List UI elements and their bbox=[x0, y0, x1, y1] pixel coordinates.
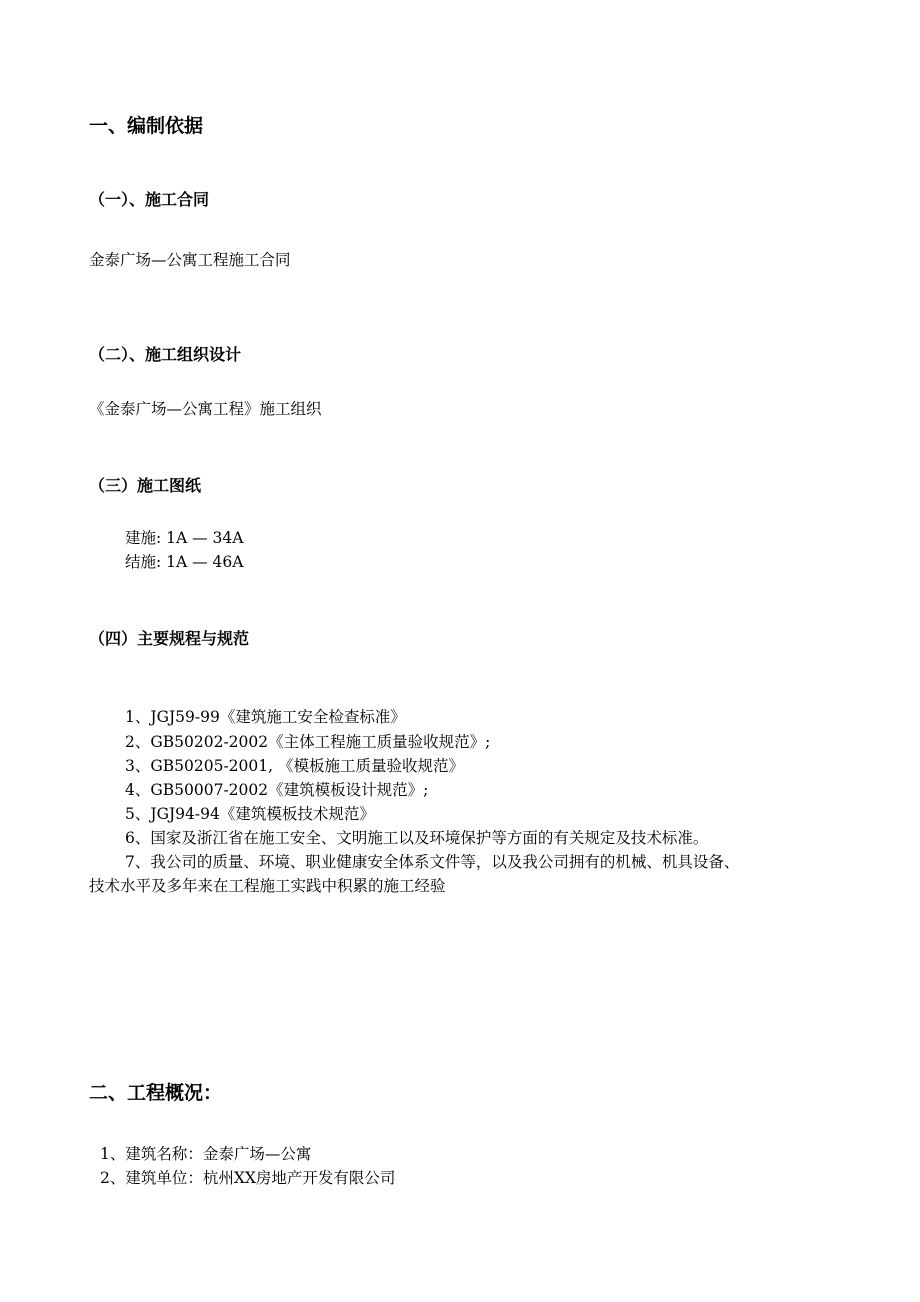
code-item: 2、GB50202-2002《主体工程施工质量验收规范》; bbox=[125, 733, 491, 751]
code-item: 6、国家及浙江省在施工安全、文明施工以及环境保护等方面的有关规定及技术标准。 bbox=[125, 829, 709, 847]
drawings-line: 结施: 1A — 46A bbox=[125, 553, 244, 571]
codes-heading: （四）主要规程与规范 bbox=[89, 629, 250, 648]
drawings-line: 建施: 1A — 34A bbox=[125, 529, 244, 547]
design-heading: （二）、施工组织设计 bbox=[89, 345, 242, 364]
overview-item: 1、建筑名称：金泰广场—公寓 bbox=[100, 1145, 312, 1163]
section-2-title: 二、工程概况： bbox=[89, 1082, 223, 1104]
code-item: 5、JGJ94-94《建筑模板技术规范》 bbox=[125, 805, 375, 823]
overview-item: 2、建筑单位：杭州XX房地产开发有限公司 bbox=[100, 1169, 396, 1187]
code-item: 1、JGJ59-99《建筑施工安全检查标准》 bbox=[125, 708, 406, 726]
section-1-title: 一、编制依据 bbox=[89, 115, 204, 137]
design-text: 《金泰广场—公寓工程》施工组织 bbox=[89, 400, 322, 418]
code-item-continuation: 技术水平及多年来在工程施工实践中积累的施工经验 bbox=[89, 877, 446, 895]
code-item: 7、我公司的质量、环境、职业健康安全体系文件等，以及我公司拥有的机械、机具设备、 bbox=[125, 853, 740, 871]
drawings-heading: （三）施工图纸 bbox=[89, 476, 202, 495]
code-item: 4、GB50007-2002《建筑模板设计规范》; bbox=[125, 781, 429, 799]
code-item: 3、GB50205-2001, 《模板施工质量验收规范》 bbox=[125, 757, 464, 775]
contract-text: 金泰广场—公寓工程施工合同 bbox=[89, 251, 291, 269]
contract-heading: （一）、施工合同 bbox=[89, 190, 210, 209]
